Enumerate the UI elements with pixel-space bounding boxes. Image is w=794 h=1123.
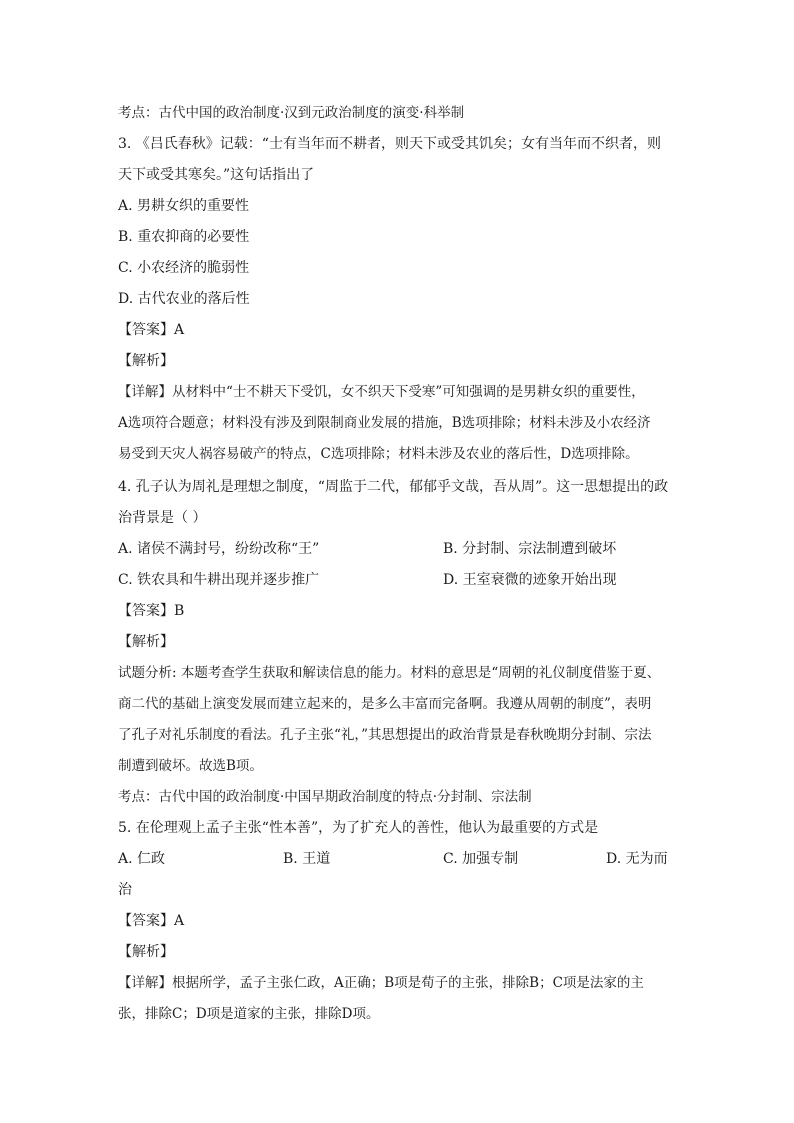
question-5-answer: 【答案】A [118,913,185,929]
question-3-option-c: C. 小农经济的脆弱性 [118,260,250,276]
question-4-analysis-4: 制遭到破坏。故选B项。 [118,758,263,774]
question-5-option-b: B. 王道 [283,851,331,867]
question-5-option-d-cont: 治 [118,882,132,898]
question-3-stem: 3. 《吕氏春秋》记载：“士有当年而不耕者，则天下或受其饥矣；女有当年而不织者，则 [118,136,661,152]
question-4-option-a: A. 诸侯不满封号，纷纷改称“王” [118,541,320,557]
question-4-analysis-1: 试题分析: 本题考查学生获取和解读信息的能力。材料的意思是“周朝的礼仪制度借鉴于夏、 [118,665,661,681]
question-3-option-b: B. 重农抑商的必要性 [118,229,250,245]
question-5-jiexi-label: 【解析】 [118,944,174,960]
question-3-stem-cont: 天下或受其寒矣。”这句话指出了 [118,167,315,183]
question-3-answer: 【答案】A [118,322,185,338]
question-4-option-b: B. 分封制、宗法制遭到破坏 [443,541,617,557]
question-4-answer: 【答案】B [118,603,185,619]
question-4-analysis-2: 商二代的基础上演变发展而建立起来的，是多么丰富而完备啊。我遵从周朝的制度”，表明 [118,696,652,712]
question-3-detail-2: A选项符合题意；材料没有涉及到限制商业发展的措施，B选项排除；材料未涉及小农经济 [118,415,651,431]
question-4-analysis-3: 了孔子对礼乐制度的看法。孔子主张“礼，”其思想提出的政治背景是春秋晚期分封制、宗法 [118,727,652,743]
question-4-jiexi-label: 【解析】 [118,634,174,650]
question-3-detail-3: 易受到天灾人祸容易破产的特点，C选项排除；材料未涉及农业的落后性，D选项排除。 [118,446,639,462]
question-5-detail-2: 张，排除C；D项是道家的主张，排除D项。 [118,1006,380,1022]
question-5-option-d: D. 无为而 [606,851,668,867]
question-4-option-c: C. 铁农具和牛耕出现并逐步推广 [118,572,320,588]
question-5-detail-1: 【详解】根据所学，孟子主张仁政，A正确；B项是荀子的主张，排除B；C项是法家的主 [118,975,644,991]
question-5-option-a: A. 仁政 [118,851,166,867]
question-5-option-c: C. 加强专制 [443,851,519,867]
question-3-detail-1: 【详解】从材料中“士不耕天下受饥，女不织天下受寒”可知强调的是男耕女织的重要性， [118,384,645,400]
kaodian-line-2: 考点：古代中国的政治制度·中国早期政治制度的特点·分封制、宗法制 [118,789,532,805]
question-4-stem: 4. 孔子认为周礼是理想之制度，“周监于二代，郁郁乎文哉，吾从周”。这一思想提出的政 [118,479,669,495]
question-3-option-d: D. 古代农业的落后性 [118,291,250,307]
question-3-option-a: A. 男耕女织的重要性 [118,198,250,214]
question-4-stem-cont: 治背景是（ ） [118,510,207,526]
question-4-option-d: D. 王室衰微的迹象开始出现 [443,572,617,588]
question-3-jiexi-label: 【解析】 [118,353,174,369]
kaodian-line: 考点：古代中国的政治制度·汉到元政治制度的演变·科举制 [118,105,465,121]
question-5-stem: 5. 在伦理观上孟子主张“性本善”，为了扩充人的善性，他认为最重要的方式是 [118,820,599,836]
